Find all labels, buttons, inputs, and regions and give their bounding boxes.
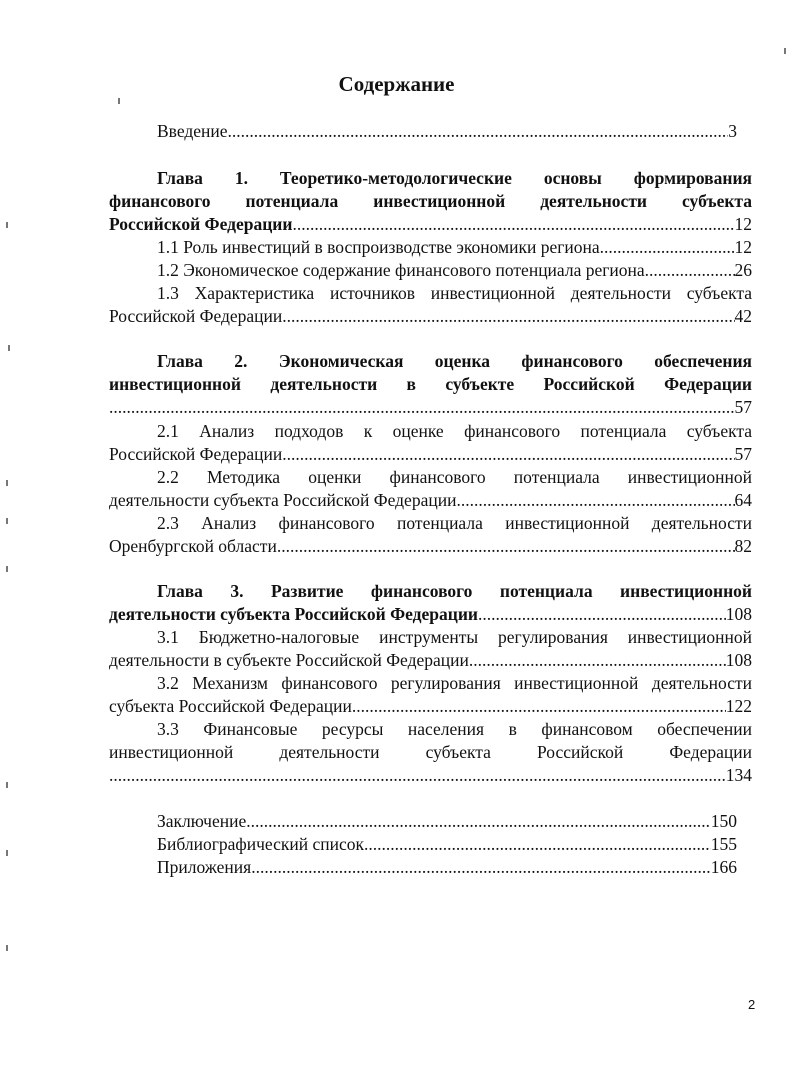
toc-section-3-1-page: 108 <box>725 650 752 670</box>
toc-section-1-3-line2[interactable] <box>109 305 752 327</box>
toc-intro[interactable] <box>157 120 737 142</box>
toc-section-3-3-page: 134 <box>725 765 752 785</box>
scan-speck <box>784 48 786 54</box>
toc-section-1-1-page: 12 <box>734 237 752 257</box>
scan-speck <box>6 518 8 524</box>
toc-section-2-3-page: 82 <box>734 536 752 556</box>
toc-section-2-1-page: 57 <box>734 444 752 464</box>
dot-leader <box>469 649 726 671</box>
dot-leader <box>478 603 726 625</box>
dot-leader <box>645 259 735 281</box>
toc-chapter1-page: 12 <box>734 214 752 234</box>
toc-section-3-2-page: 122 <box>725 696 752 716</box>
toc-section-1-2[interactable] <box>157 259 752 281</box>
dot-leader <box>292 213 734 235</box>
toc-intro-page: 3 <box>728 121 737 141</box>
toc-section-3-1-line1[interactable]: 3.1 Бюджетно-налоговые инструменты регулирования инвестиционной <box>157 627 752 647</box>
toc-section-1-1[interactable] <box>157 236 752 258</box>
toc-section-2-2-page: 64 <box>734 490 752 510</box>
dot-leader <box>277 535 735 557</box>
toc-chapter1-line2[interactable]: финансового потенциала инвестиционной деятельности субъекта <box>109 191 752 211</box>
toc-appendices-label: Приложения <box>157 857 252 877</box>
toc-section-2-2-label: деятельности субъекта Российской Федерации <box>109 490 457 510</box>
toc-conclusion-label: Заключение <box>157 811 247 831</box>
toc-section-3-2-line2[interactable] <box>109 695 752 717</box>
scan-speck <box>118 98 120 104</box>
toc-chapter3-line1[interactable]: Глава 3. Развитие финансового потенциала инвестиционной <box>157 581 752 601</box>
page-title: Содержание <box>338 72 455 96</box>
toc-section-3-2-label: субъекта Российской Федерации <box>109 696 352 716</box>
dot-leader <box>456 489 734 511</box>
toc-section-3-2-line1[interactable]: 3.2 Механизм финансового регулирования инвестиционной деятельности <box>157 673 752 693</box>
dot-leader <box>109 764 726 786</box>
scan-speck <box>6 945 8 951</box>
toc-chapter3-page: 108 <box>725 604 752 624</box>
toc-section-1-2-page: 26 <box>734 260 752 280</box>
scan-speck <box>6 566 8 572</box>
toc-section-3-3-line3[interactable] <box>109 764 752 786</box>
toc-section-1-3-page: 42 <box>734 306 752 326</box>
scan-speck <box>6 480 8 486</box>
toc-chapter3-label: деятельности субъекта Российской Федерации <box>109 604 478 624</box>
dot-leader <box>282 443 734 465</box>
toc-section-2-1-label: Российской Федерации <box>109 444 283 464</box>
toc-section-3-3-line2[interactable]: инвестиционной деятельности субъекта Российской Федерации <box>109 742 752 762</box>
toc-section-2-2-line2[interactable] <box>109 489 752 511</box>
toc-conclusion[interactable] <box>157 810 737 832</box>
dot-leader <box>364 833 711 855</box>
toc-bibliography-label: Библиографический список <box>157 834 365 854</box>
toc-section-2-2-line1[interactable]: 2.2 Методика оценки финансового потенциала инвестиционной <box>157 467 752 487</box>
toc-appendices-page: 166 <box>710 857 737 877</box>
dot-leader <box>228 120 729 142</box>
toc-section-2-1-line1[interactable]: 2.1 Анализ подходов к оценке финансового потенциала субъекта <box>157 421 752 441</box>
toc-section-3-1-line2[interactable] <box>109 649 752 671</box>
page-number: 2 <box>748 997 756 1012</box>
dot-leader <box>600 236 735 258</box>
toc-section-1-2-label: 1.2 Экономическое содержание финансового потенциала региона <box>157 260 645 280</box>
toc-chapter2-page: 57 <box>734 397 752 417</box>
toc-section-3-3-line1[interactable]: 3.3 Финансовые ресурсы населения в финансовом обеспечении <box>157 719 752 739</box>
toc-chapter2-line3[interactable] <box>109 396 752 418</box>
toc-conclusion-page: 150 <box>710 811 737 831</box>
scan-speck <box>6 222 8 228</box>
toc-section-2-1-line2[interactable] <box>109 443 752 465</box>
dot-leader <box>109 396 735 418</box>
toc-bibliography[interactable] <box>157 833 737 855</box>
toc-section-2-3-line2[interactable] <box>109 535 752 557</box>
toc-chapter2-line2[interactable]: инвестиционной деятельности в субъекте Российской Федерации <box>109 374 752 394</box>
toc-intro-label: Введение <box>157 121 228 141</box>
dot-leader <box>246 810 711 832</box>
toc-chapter1-line1[interactable]: Глава 1. Теоретико-методологические основы формирования <box>157 168 752 188</box>
dot-leader <box>251 856 711 878</box>
scan-speck <box>8 345 10 351</box>
scan-speck <box>6 850 8 856</box>
toc-section-1-3-line1[interactable]: 1.3 Характеристика источников инвестиционной деятельности субъекта <box>157 283 752 303</box>
toc-section-3-1-label: деятельности в субъекте Российской Федерации <box>109 650 469 670</box>
toc-section-1-3-label: Российской Федерации <box>109 306 283 326</box>
toc-chapter1-label: Российской Федерации <box>109 214 293 234</box>
toc-section-1-1-label: 1.1 Роль инвестиций в воспроизводстве экономики региона <box>157 237 600 257</box>
toc-chapter3-line2[interactable] <box>109 603 752 625</box>
toc-chapter1-line3[interactable] <box>109 213 752 235</box>
toc-section-2-3-label: Оренбургской области <box>109 536 277 556</box>
toc-section-2-3-line1[interactable]: 2.3 Анализ финансового потенциала инвестиционной деятельности <box>157 513 752 533</box>
dot-leader <box>282 305 734 327</box>
scan-speck <box>6 782 8 788</box>
toc-appendices[interactable] <box>157 856 737 878</box>
dot-leader <box>352 695 726 717</box>
toc-chapter2-line1[interactable]: Глава 2. Экономическая оценка финансового обеспечения <box>157 351 752 371</box>
toc-bibliography-page: 155 <box>710 834 737 854</box>
